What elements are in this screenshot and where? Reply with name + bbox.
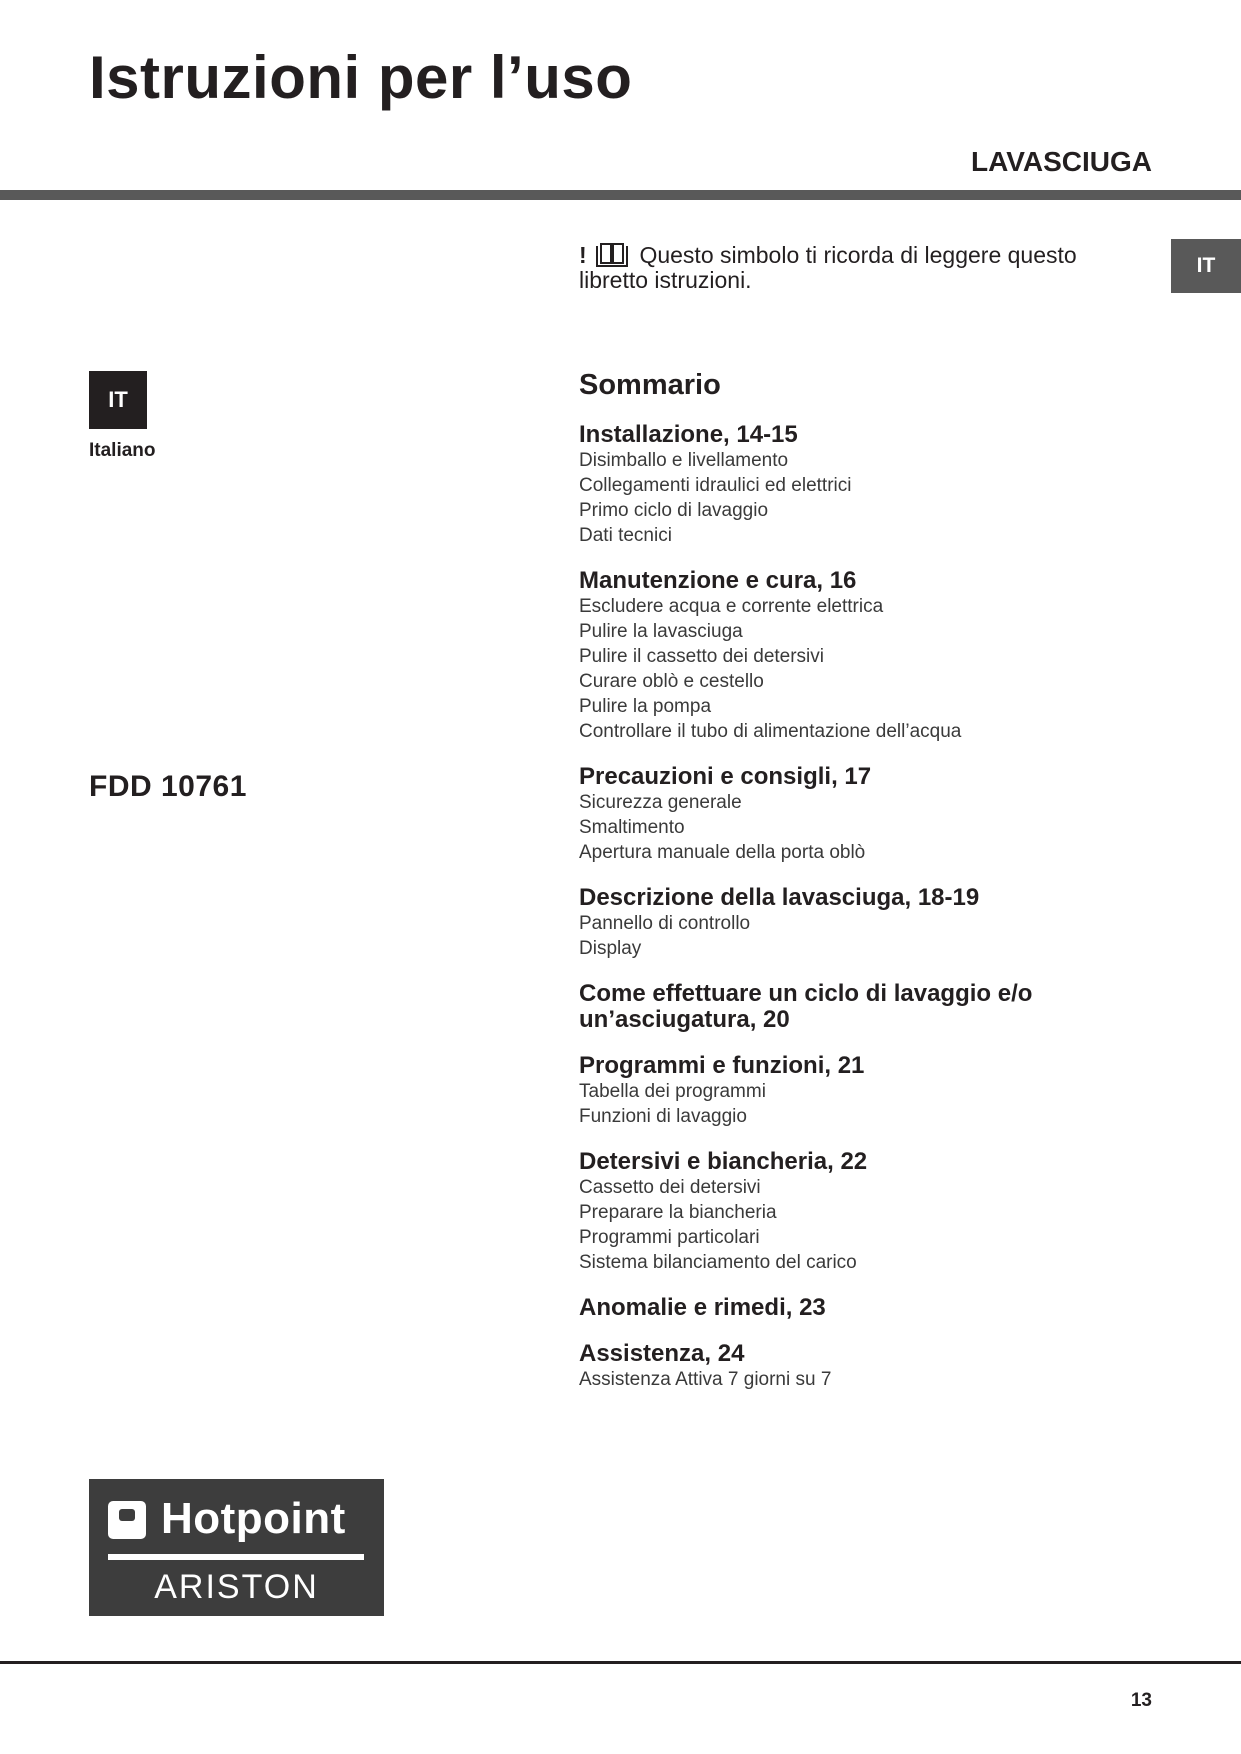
toc-item: Escludere acqua e corrente elettrica <box>579 596 884 617</box>
footer-divider <box>0 1661 1241 1664</box>
toc-section-title: Manutenzione e cura, 16 <box>579 567 857 594</box>
toc-sections <box>579 422 1139 1392</box>
model-number: FDD 10761 <box>89 770 247 803</box>
exclamation-mark: ! <box>579 242 587 268</box>
toc-item: Pannello di controllo <box>579 913 751 934</box>
toc-section-title: Descrizione della lavasciuga, 18-19 <box>579 884 980 911</box>
page-number: 13 <box>1130 1690 1152 1711</box>
toc-item: Primo ciclo di lavaggio <box>579 500 769 521</box>
toc-item: Programmi particolari <box>579 1227 760 1248</box>
toc-section <box>579 1149 1139 1275</box>
table-of-contents <box>579 368 1139 1412</box>
language-side-tab <box>1171 239 1241 293</box>
toc-item: Smaltimento <box>579 817 685 838</box>
toc-item: Preparare la biancheria <box>579 1202 777 1223</box>
toc-item: Cassetto dei detersivi <box>579 1177 761 1198</box>
logo-divider <box>108 1554 364 1560</box>
toc-item: Apertura manuale della porta oblò <box>579 842 866 863</box>
toc-section <box>579 981 1139 1033</box>
toc-item: Dati tecnici <box>579 525 672 546</box>
toc-section <box>579 885 1139 961</box>
toc-section <box>579 1295 1139 1321</box>
toc-section-title: Detersivi e biancheria, 22 <box>579 1148 868 1175</box>
toc-item: Sistema bilanciamento del carico <box>579 1252 857 1273</box>
toc-section <box>579 422 1139 548</box>
brand-logo <box>89 1479 384 1616</box>
toc-section <box>579 764 1139 865</box>
header-divider <box>0 190 1241 200</box>
toc-section-title: Programmi e funzioni, 21 <box>579 1052 865 1079</box>
page-title: Istruzioni per l’uso <box>89 44 633 111</box>
read-manual-notice <box>579 242 1139 293</box>
toc-item: Pulire la lavasciuga <box>579 621 743 642</box>
toc-item: Curare oblò e cestello <box>579 671 764 692</box>
toc-item: Display <box>579 938 642 959</box>
book-icon <box>595 242 629 268</box>
logo-brand-line2: ARISTON <box>154 1568 319 1606</box>
toc-section-title: Come effettuare un ciclo di lavaggio e/o un’asciugatura, 20 <box>579 980 1033 1033</box>
language-code: IT <box>108 387 128 412</box>
language-side-tab-label: IT <box>1196 254 1216 277</box>
toc-item: Assistenza Attiva 7 giorni su 7 <box>579 1369 832 1390</box>
language-code-badge <box>89 371 147 429</box>
notice-text: Questo simbolo ti ricorda di leggere questo libretto istruzioni. <box>579 242 1077 293</box>
logo-mark-icon <box>108 1501 146 1539</box>
toc-heading: Sommario <box>579 369 721 401</box>
toc-item: Pulire la pompa <box>579 696 712 717</box>
toc-item: Funzioni di lavaggio <box>579 1106 747 1127</box>
product-category: LAVASCIUGA <box>971 146 1152 177</box>
toc-item: Collegamenti idraulici ed elettrici <box>579 475 852 496</box>
toc-section <box>579 568 1139 744</box>
toc-section-title: Assistenza, 24 <box>579 1340 745 1367</box>
toc-item: Controllare il tubo di alimentazione dell’acqua <box>579 721 962 742</box>
language-name: Italiano <box>89 440 156 461</box>
toc-section-title: Precauzioni e consigli, 17 <box>579 763 872 790</box>
toc-item: Tabella dei programmi <box>579 1081 766 1102</box>
toc-item: Sicurezza generale <box>579 792 742 813</box>
toc-item: Disimballo e livellamento <box>579 450 789 471</box>
toc-section-title: Installazione, 14-15 <box>579 421 798 448</box>
toc-section-title: Anomalie e rimedi, 23 <box>579 1294 826 1321</box>
toc-item: Pulire il cassetto dei detersivi <box>579 646 824 667</box>
toc-section <box>579 1341 1139 1392</box>
logo-brand-line1: Hotpoint <box>161 1494 346 1543</box>
toc-section <box>579 1053 1139 1129</box>
